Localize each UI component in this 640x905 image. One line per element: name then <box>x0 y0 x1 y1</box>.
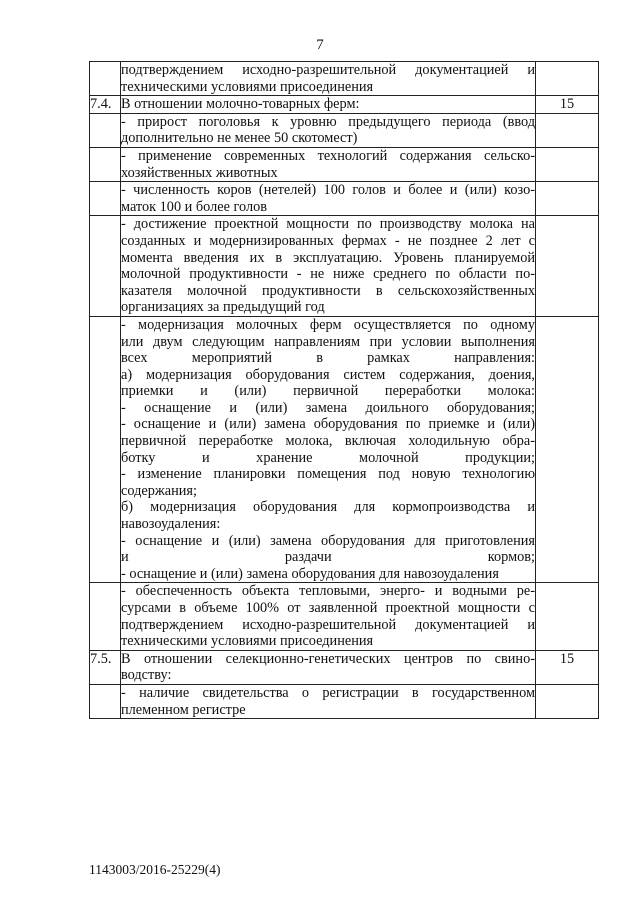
criterion-text-line: - достижение проектной мощности по производству молока на <box>121 216 535 233</box>
criterion-text-line: навозоудаления: <box>121 516 221 533</box>
table-row <box>90 62 599 96</box>
criterion-text-line: водству: <box>121 667 172 684</box>
criterion-text-line: - оснащение и (или) замена оборудования для приготовления <box>121 532 535 549</box>
item-number-cell <box>90 113 121 147</box>
criterion-text-line: первичной переработке молока, включая холодильную обра- <box>121 433 535 450</box>
item-number-cell <box>90 147 121 181</box>
criterion-text-line: подтверждением исходно-разрешительной документацией и <box>121 62 535 78</box>
criterion-text-cell <box>121 316 536 583</box>
table-row <box>90 216 599 317</box>
item-number-cell: 7.4. <box>90 96 121 114</box>
table-row <box>90 96 599 114</box>
criterion-text-line: техническими условиями присоединения <box>121 78 374 95</box>
table-row <box>90 650 599 684</box>
criterion-text-line: всех мероприятий в рамках направления: <box>121 350 535 367</box>
criterion-text-line: - оснащение и (или) замена доильного оборудования; <box>121 399 535 416</box>
criterion-text-line: организациях за предыдущий год <box>121 299 325 316</box>
score-cell <box>536 583 599 650</box>
criterion-text-line: В отношении селекционно-генетических центров по свино- <box>121 650 535 667</box>
criterion-text-cell <box>121 216 536 317</box>
item-number-cell <box>90 684 121 718</box>
table-row <box>90 182 599 216</box>
score-cell <box>536 316 599 583</box>
criterion-text-cell <box>121 684 536 718</box>
criteria-table-body <box>90 62 599 719</box>
criteria-table <box>89 61 599 719</box>
table-row <box>90 147 599 181</box>
criterion-text-line: - численность коров (нетелей) 100 голов и более и (или) козо- <box>121 182 535 199</box>
criterion-text-line: момента введения их в эксплуатацию. Уровень планируемой <box>121 249 535 266</box>
criterion-text-line: хозяйственных животных <box>121 164 278 181</box>
score-cell <box>536 147 599 181</box>
item-number-cell <box>90 62 121 96</box>
score-cell <box>536 182 599 216</box>
criterion-text-line: маток 100 и более голов <box>121 198 268 215</box>
score-cell <box>536 62 599 96</box>
criterion-text-line: ботку и хранение молочной продукции; <box>121 449 535 466</box>
criterion-text-line: техническими условиями присоединения <box>121 633 374 650</box>
criterion-text-line: содержания; <box>121 482 197 499</box>
score-cell: 15 <box>536 650 599 684</box>
item-number-cell <box>90 216 121 317</box>
criterion-text-cell <box>121 113 536 147</box>
score-cell: 15 <box>536 96 599 114</box>
criterion-text-line: б) модернизация оборудования для кормопроизводства и <box>121 499 535 516</box>
table-row <box>90 583 599 650</box>
criterion-text-cell <box>121 62 536 96</box>
criterion-text-line: сурсами в объеме 100% от заявленной проектной мощности с <box>121 600 535 616</box>
criterion-text-line: - изменение планировки помещения под новую технологию <box>121 466 535 483</box>
criterion-text-line: племенном регистре <box>121 701 246 718</box>
criterion-text-line: созданных и модернизированных фермах - не позднее 2 лет с <box>121 232 535 249</box>
table-row <box>90 684 599 718</box>
criterion-text-line: казателя молочной продуктивности в сельскохозяйственных <box>121 282 535 299</box>
criterion-text-line: приемки и (или) первичной переработки молока: <box>121 383 535 400</box>
criterion-text-line: или двум следующим направлениям при условии выполнения <box>121 333 535 350</box>
table-row <box>90 316 599 583</box>
criterion-text-cell <box>121 182 536 216</box>
criterion-text-line: - применение современных технологий содержания сельско- <box>121 147 535 164</box>
item-number-cell <box>90 316 121 583</box>
criterion-text-line: и раздачи кормов; <box>121 549 535 566</box>
item-number-cell: 7.5. <box>90 650 121 684</box>
criterion-text-cell <box>121 650 536 684</box>
item-number-cell <box>90 583 121 650</box>
criterion-text-line: а) модернизация оборудования систем содержания, доения, <box>121 366 535 383</box>
criterion-text-line: - прирост поголовья к уровню предыдущего периода (ввод <box>121 113 535 130</box>
criterion-text-cell <box>121 147 536 181</box>
criterion-text-line: В отношении молочно-товарных ферм: <box>121 96 360 113</box>
criterion-text-cell <box>121 96 536 114</box>
page-number: 7 <box>316 37 324 53</box>
criterion-text-line: подтверждением исходно-разрешительной документацией и <box>121 616 535 633</box>
score-cell <box>536 216 599 317</box>
criterion-text-line: молочной продуктивности - не ниже среднего по области по- <box>121 266 535 283</box>
document-footer-id: 1143003/2016-25229(4) <box>89 862 221 877</box>
criterion-text-cell <box>121 583 536 650</box>
score-cell <box>536 684 599 718</box>
criterion-text-line: - оснащение и (или) замена оборудования по приемке и (или) <box>121 416 535 433</box>
item-number-cell <box>90 182 121 216</box>
criterion-text-line: - модернизация молочных ферм осуществляется по одному <box>121 316 535 333</box>
criterion-text-line: - оснащение и (или) замена оборудования для навозоудаления <box>121 565 499 582</box>
criterion-text-line: - наличие свидетельства о регистрации в государственном <box>121 684 535 701</box>
score-cell <box>536 113 599 147</box>
criterion-text-line: дополнительно не менее 50 скотомест) <box>121 130 358 147</box>
table-row <box>90 113 599 147</box>
criterion-text-line: - обеспеченность объекта тепловыми, энерго- и водными ре- <box>121 583 535 600</box>
